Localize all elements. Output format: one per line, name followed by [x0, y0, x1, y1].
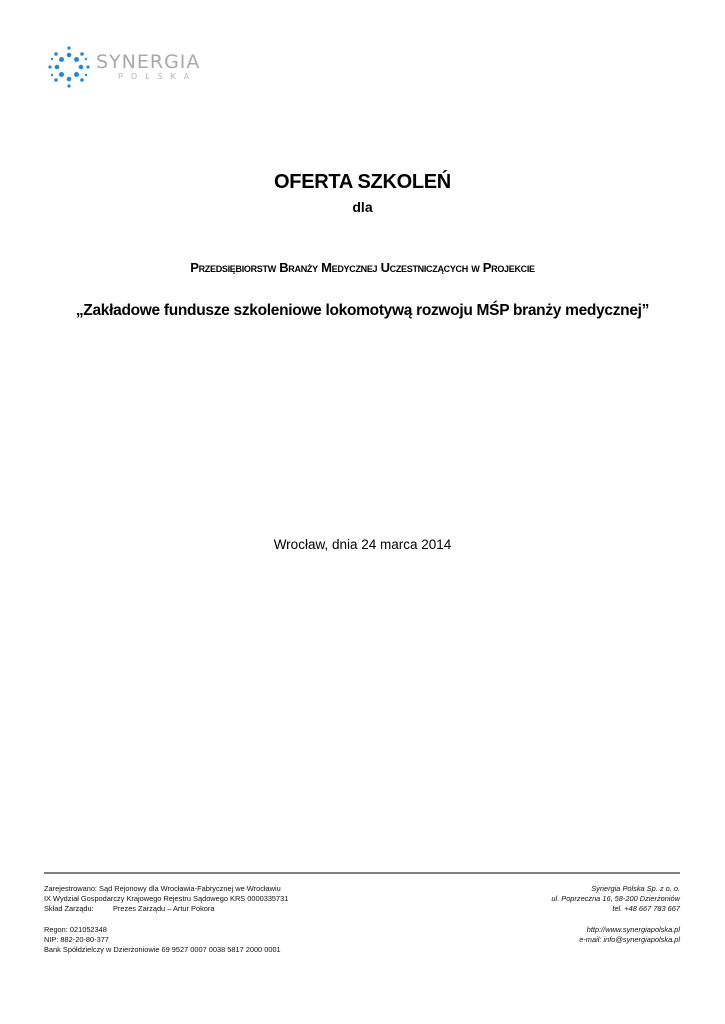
- footer-nip: NIP: 882-20-80-377: [44, 935, 109, 944]
- document-for: dla: [352, 199, 373, 215]
- footer-divider: [44, 872, 680, 874]
- document-recipients: Przedsiębiorstw Branży Medycznej Uczestniczących w Projekcie: [190, 260, 535, 275]
- footer-regon: Regon: 021052348: [44, 924, 107, 934]
- footer-address: ul. Poprzeczna 16, 58-200 Dzierżoniów: [551, 894, 680, 904]
- footer-registered: Zarejestrowano: Sąd Rejonowy dla Wrocławia-Fabrycznej we Wrocławiu: [44, 884, 281, 893]
- footer-board-value: Prezes Zarządu – Artur Pokora: [113, 904, 215, 914]
- footer-board: [44, 904, 288, 914]
- starburst-dots-icon: [46, 44, 92, 90]
- footer-board-label: Skład Zarządu:: [44, 904, 94, 914]
- footer-court-division: IX Wydział Gospodarczy Krajowego Rejestru Sądowego KRS 0000335731: [44, 894, 289, 904]
- logo-wordmark: SYNERGIA: [96, 51, 201, 73]
- document-place-date: Wrocław, dnia 24 marca 2014: [273, 537, 452, 552]
- footer-contact-info: [551, 884, 680, 945]
- document-project-name: „Zakładowe fundusze szkoleniowe lokomotywą rozwoju MŚP branży medycznej”: [75, 302, 650, 319]
- document-title: OFERTA SZKOLEŃ: [274, 171, 451, 193]
- footer-email-link[interactable]: e-mail: info@synergiapolska.pl: [579, 935, 680, 944]
- footer-company-name: Synergia Polska Sp. z o. o.: [591, 884, 680, 893]
- footer-bank-account: Bank Spółdzielczy w Dzierżoniowie 69 9527 0007 0038 5817 2000 0001: [44, 945, 281, 955]
- logo-subline: POLSKA: [118, 72, 198, 81]
- footer-registration-info: [44, 884, 288, 955]
- footer-phone: tel. +48 667 783 667: [612, 904, 680, 914]
- company-logo: [46, 44, 221, 90]
- footer-website-link[interactable]: http://www.synergiapolska.pl: [586, 924, 680, 934]
